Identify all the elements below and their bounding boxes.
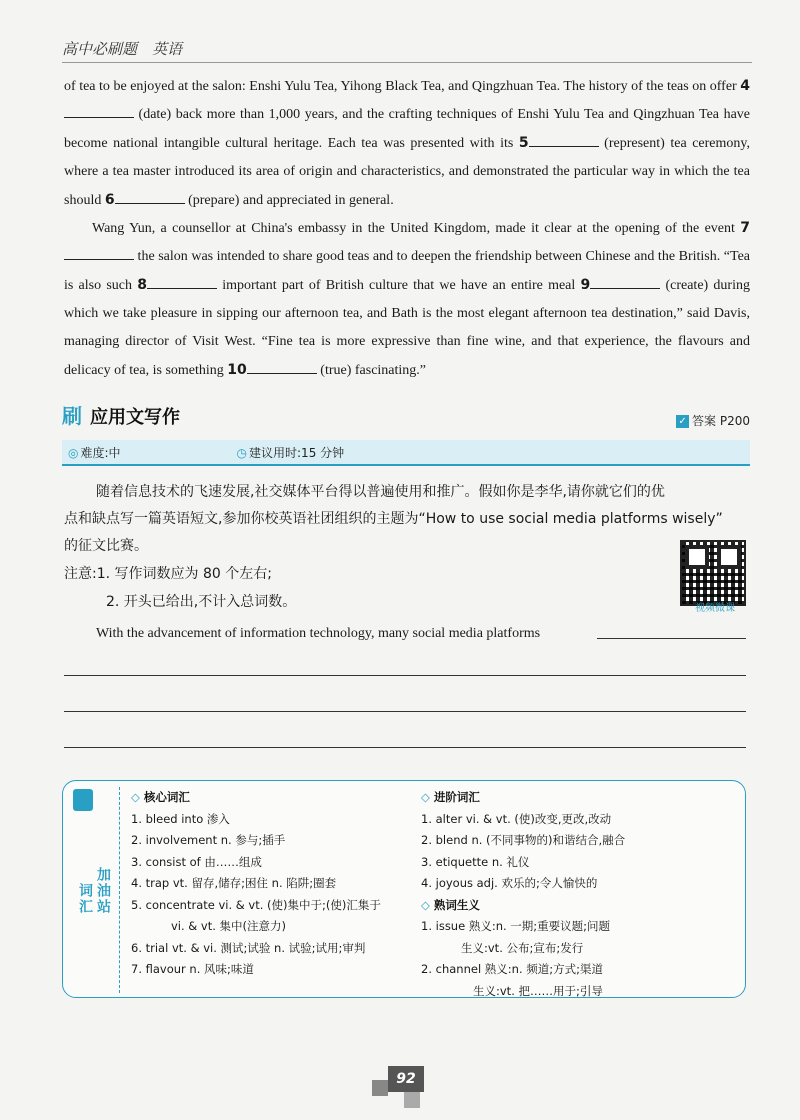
opening-sentence: With the advancement of information technology, many social media platforms: [96, 626, 541, 641]
vocab-item: 1. bleed into 渗入: [131, 811, 230, 826]
blank-number: 7: [740, 220, 750, 236]
vocab-item: 4. trap vt. 留存,储存;困住 n. 陷阱;圈套: [131, 876, 337, 890]
blank-number: 5: [518, 135, 529, 151]
advanced-vocab-title: ◇ 进阶词汇: [421, 790, 480, 804]
writing-line[interactable]: [64, 711, 746, 712]
vocab-sidebar: [71, 789, 115, 989]
vocab-side-label-2: 词汇: [77, 883, 93, 915]
vocab-item: 1. alter vi. & vt. (使)改变,更改,改动: [421, 811, 612, 826]
advanced-vocab-column: [421, 787, 741, 1002]
blank-number: 6: [104, 192, 115, 208]
blank-number: 4: [740, 78, 750, 94]
page-decoration: [404, 1092, 420, 1108]
gem-icon: ◇: [421, 897, 430, 912]
clock-icon: ◷: [236, 446, 248, 460]
blank-number: 8: [137, 277, 147, 293]
answer-reference[interactable]: ✓ 答案 P200: [676, 412, 750, 429]
vocab-item: 7. flavour n. 风味;味道: [131, 962, 254, 976]
core-vocab-column: [131, 787, 411, 981]
note-line-2: 2. 开头已给出,不计入总词数。: [106, 594, 297, 610]
passage-paragraph-1: of tea to be enjoyed at the salon: Enshi Yulu Tea, Yihong Black Tea, and Qingzhuan Tea. The history of the teas on offer 4 (date) back more than 1,000 years, and the crafting techniques of Enshi Yulu Tea and Qingzhuan Tea have become national intangible cultural heritage. Each tea was presented with its 5 (represent) tea ceremony, where a tea master introduced its area of origin and characteristics, and demonstrated the particular way in which the tea should 6 (prepare) and appreciated in general.: [64, 78, 750, 208]
difficulty-label: ◎ 难度:中: [68, 446, 121, 460]
vocab-side-label-1: 加油站: [95, 867, 111, 915]
blank-5[interactable]: [529, 133, 599, 147]
blank-number: 9: [580, 277, 591, 293]
note-line-1: 注意:1. 写作词数应为 80 个左右;: [64, 566, 272, 582]
page-header: 高中必刷题 英语: [62, 40, 183, 58]
vocab-item: 6. trial vt. & vi. 测试;试验 n. 试验;试用;审判: [131, 940, 366, 955]
brush-icon: 刷: [62, 404, 82, 428]
info-bar: [62, 440, 750, 466]
vocab-item: vi. & vt. 集中(注意力): [171, 919, 287, 933]
vocab-item: 生义:vt. 把……用于;引导: [473, 983, 603, 998]
blank-4[interactable]: [64, 104, 134, 118]
difficulty-icon: ◎: [68, 446, 79, 460]
task-line-2: 点和缺点写一篇英语短文,参加你校英语社团组织的主题为“How to use social media platforms wisely”: [64, 511, 723, 527]
page-number: 92: [388, 1066, 424, 1092]
writing-line[interactable]: [64, 747, 746, 748]
vocab-box: [62, 780, 746, 998]
blank-6[interactable]: [115, 190, 185, 204]
time-label: ◷ 建议用时:15 分钟: [236, 446, 345, 460]
task-line-3: 的征文比赛。: [64, 538, 148, 554]
blank-7[interactable]: [64, 246, 134, 260]
vocab-item: 2. channel 熟义:n. 频道;方式;渠道: [421, 962, 604, 976]
blank-8[interactable]: [147, 275, 217, 289]
check-icon: ✓: [676, 415, 689, 428]
vocab-item: 3. consist of 由……组成: [131, 854, 262, 869]
page-decoration: [372, 1080, 388, 1096]
vocab-item: 2. blend n. (不同事物的)和谐结合,融合: [421, 833, 626, 847]
task-line-1: 随着信息技术的飞速发展,社交媒体平台得以普遍使用和推广。假如你是李华,请你就它们的优: [96, 484, 665, 500]
qr-code[interactable]: [680, 540, 746, 606]
blank-10[interactable]: [247, 360, 317, 374]
vocab-logo-icon: [73, 789, 93, 811]
core-vocab-title: ◇ 核心词汇: [131, 790, 190, 804]
writing-line[interactable]: [597, 638, 746, 639]
qr-label[interactable]: 视频微课: [695, 603, 735, 614]
vocab-item: 3. etiquette n. 礼仪: [421, 854, 530, 869]
vocab-divider: [119, 787, 120, 993]
blank-number: 10: [227, 362, 247, 378]
section-title: 刷 应用文写作: [62, 404, 180, 428]
writing-line[interactable]: [64, 675, 746, 676]
gem-icon: ◇: [421, 790, 430, 804]
vocab-item: 4. joyous adj. 欢乐的;令人愉快的: [421, 876, 598, 890]
gem-icon: ◇: [131, 790, 140, 804]
passage-paragraph-2: Wang Yun, a counsellor at China's embassy in the United Kingdom, made it clear at the opening of the event 7 the salon was intended to share good teas and to deepen the friendship between Chinese and the British. “Tea is also such 8 important part of British culture that we have an entire meal 9 (create) during which we take pleasure in sipping our afternoon tea, and Bath is the most elegant afternoon tea destination,” said Davis, managing director of Visit West. “Fine tea is more expressive than fine wine, and that experience, the flavours and delicacy of tea, is something 10 (true) fascinating.”: [64, 220, 750, 378]
vocab-item: 2. involvement n. 参与;插手: [131, 833, 286, 847]
polysemy-title: ◇ 熟词生义: [421, 897, 480, 912]
blank-9[interactable]: [590, 275, 660, 289]
vocab-item: 5. concentrate vi. & vt. (使)集中于;(使)汇集于: [131, 897, 381, 912]
header-divider: [62, 62, 752, 63]
vocab-item: 1. issue 熟义:n. 一期;重要议题;问题: [421, 919, 611, 933]
vocab-item: 生义:vt. 公布;宣布;发行: [461, 940, 584, 955]
